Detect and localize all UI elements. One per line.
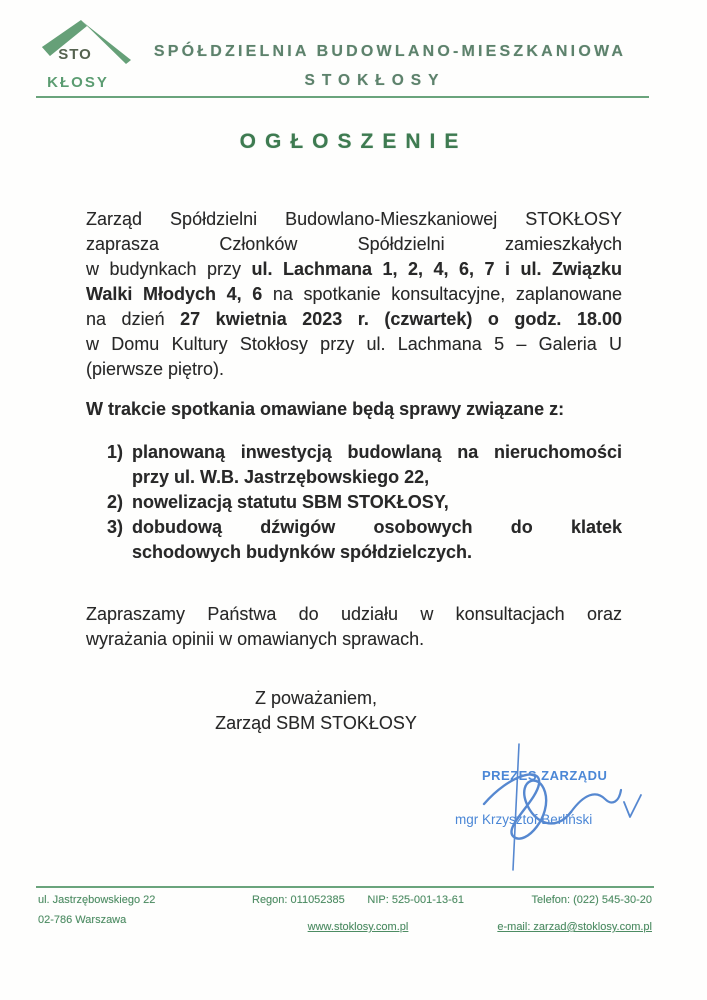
intro-line bbox=[86, 357, 622, 382]
footer-registration bbox=[252, 894, 464, 906]
footer-address-city: 02-786 Warszawa bbox=[38, 914, 127, 926]
org-name-line2: STOKŁOSY bbox=[304, 72, 446, 89]
signature-ink bbox=[438, 740, 678, 875]
footer-address-street: ul. Jastrzębowskiego 22 bbox=[38, 894, 156, 906]
invitation-paragraph bbox=[86, 602, 622, 652]
list-item-number: 2) bbox=[107, 492, 124, 512]
closing-salutation: Z poważaniem, bbox=[254, 688, 378, 708]
footer-nip: NIP: 525-001-13-61 bbox=[367, 894, 464, 906]
intro-line bbox=[86, 307, 622, 332]
list-item bbox=[107, 515, 622, 565]
list-item-text bbox=[132, 515, 622, 565]
invitation-line bbox=[86, 602, 622, 627]
footer-email-link[interactable]: e-mail: zarzad@stoklosy.com.pl bbox=[497, 921, 652, 933]
signature-name: mgr Krzysztof Berliński bbox=[455, 812, 593, 827]
list-item bbox=[107, 440, 622, 490]
agenda-list bbox=[107, 440, 622, 565]
logo-text-klosy: KŁOSY bbox=[47, 74, 109, 91]
header-divider bbox=[36, 96, 649, 98]
invitation-text: wyrażania opinii w omawianych sprawach. bbox=[86, 629, 425, 649]
intro-text: na spotkanie konsultacyjne, zaplanowane bbox=[262, 284, 623, 304]
closing-block bbox=[86, 686, 546, 736]
intro-line bbox=[86, 232, 622, 257]
intro-text: w budynkach przy bbox=[86, 259, 252, 279]
footer-email bbox=[497, 921, 652, 933]
intro-text: zaprasza Członków Spółdzielni zamieszkałych bbox=[86, 234, 622, 254]
intro-text: Zarząd Spółdzielni Budowlano-Mieszkaniowej STOKŁOSY bbox=[86, 209, 622, 229]
footer-address bbox=[38, 890, 155, 930]
list-item-text bbox=[132, 440, 622, 490]
list-item-text bbox=[132, 490, 622, 515]
intro-text: (pierwsze piętro). bbox=[86, 359, 225, 379]
page-title: OGŁOSZENIE bbox=[239, 130, 468, 153]
list-item bbox=[107, 490, 622, 515]
list-item-line: nowelizacją statutu SBM STOKŁOSY, bbox=[132, 492, 449, 512]
address-highlight: Walki Młodych 4, 6 bbox=[86, 284, 263, 304]
intro-text: na dzień bbox=[86, 309, 181, 329]
invitation-line bbox=[86, 627, 622, 652]
intro-line bbox=[86, 257, 622, 282]
list-item-line: dobudową dźwigów osobowych do klatek bbox=[132, 517, 622, 537]
agenda-heading: W trakcie spotkania omawiane będą sprawy związane z: bbox=[86, 399, 565, 419]
list-item-number: 1) bbox=[107, 442, 124, 462]
list-item-line: planowaną inwestycją budowlaną na nieruchomości bbox=[132, 442, 622, 462]
company-logo bbox=[42, 20, 134, 92]
address-highlight: ul. Lachmana 1, 2, 4, 6, 7 i ul. Związku bbox=[251, 259, 622, 279]
intro-line bbox=[86, 282, 622, 307]
footer-website bbox=[252, 921, 464, 933]
intro-line bbox=[86, 207, 622, 232]
closing-signoff: Zarząd SBM STOKŁOSY bbox=[215, 713, 417, 733]
invitation-text: Zapraszamy Państwa do udziału w konsultacjach oraz bbox=[86, 604, 622, 624]
list-item-line: przy ul. W.B. Jastrzębowskiego 22, bbox=[132, 467, 430, 487]
footer-phone: Telefon: (022) 545-30-20 bbox=[531, 894, 652, 906]
org-name-line1: SPÓŁDZIELNIA BUDOWLANO-MIESZKANIOWA bbox=[153, 43, 627, 60]
footer-website-link[interactable]: www.stoklosy.com.pl bbox=[307, 921, 409, 933]
signature-role: PREZES ZARZĄDU bbox=[482, 768, 608, 783]
list-item-line: schodowych budynków spółdzielczych. bbox=[132, 542, 473, 562]
date-highlight: 27 kwietnia 2023 r. (czwartek) o godz. 18.00 bbox=[180, 309, 622, 329]
intro-paragraph bbox=[86, 207, 622, 382]
footer-regon: Regon: 011052385 bbox=[252, 894, 345, 906]
logo-text-sto: STO bbox=[58, 46, 92, 63]
letter-body bbox=[86, 207, 622, 736]
footer-divider bbox=[36, 886, 654, 888]
intro-line bbox=[86, 332, 622, 357]
list-item-number: 3) bbox=[107, 517, 124, 537]
intro-text: w Domu Kultury Stokłosy przy ul. Lachmana 5 – Galeria U bbox=[86, 334, 622, 354]
